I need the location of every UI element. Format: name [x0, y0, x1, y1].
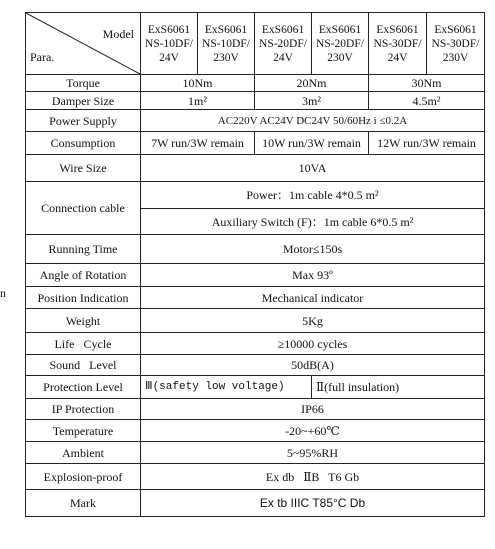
- temperature-value: -20~+60℃: [141, 420, 485, 442]
- angle-of-rotation-value: Max 93º: [141, 264, 485, 287]
- row-consumption: [26, 132, 485, 155]
- sound-level-value: 50dB(A): [141, 355, 485, 376]
- label-temperature: Temperature: [26, 420, 141, 442]
- label-sound-level: Sound Level: [26, 355, 141, 376]
- consumption-20: 10W run/3W remain: [255, 132, 369, 155]
- label-torque: Torque: [26, 75, 141, 92]
- row-torque: [26, 75, 485, 92]
- running-time-value: Motor≤150s: [141, 235, 485, 264]
- row-power-supply: [26, 110, 485, 132]
- diagonal-line: [26, 13, 140, 74]
- life-cycle-value: ≥10000 cycles: [141, 333, 485, 355]
- label-damper-size: Damper Size: [26, 92, 141, 110]
- row-position-indication: [26, 287, 485, 309]
- model-header-6: ExS6061 NS-30DF/ 230V: [427, 13, 485, 75]
- protection-level-low-voltage: Ⅲ(safety low voltage): [141, 376, 312, 399]
- consumption-10: 7W run/3W remain: [141, 132, 255, 155]
- label-protection-level: Protection Level: [26, 376, 141, 399]
- mark-value: Ex tb IIIC T85°C Db: [141, 490, 485, 517]
- spec-table: [25, 12, 485, 517]
- row-ip-protection: [26, 399, 485, 420]
- damper-size-30: 4.5m²: [369, 92, 485, 110]
- consumption-30: 12W run/3W remain: [369, 132, 485, 155]
- row-angle-of-rotation: [26, 264, 485, 287]
- label-power-supply: Power Supply: [26, 110, 141, 132]
- power-supply-value: AC220V AC24V DC24V 50/60Hz i ≤0.2A: [141, 110, 485, 132]
- ip-protection-value: IP66: [141, 399, 485, 420]
- connection-cable-aux: Auxiliary Switch (F)：1m cable 6*0.5 m²: [141, 209, 485, 235]
- row-protection-level: [26, 376, 485, 399]
- ambient-value: 5~95%RH: [141, 442, 485, 464]
- row-mark: [26, 490, 485, 517]
- label-mark: Mark: [26, 490, 141, 517]
- model-header-2: ExS6061 NS-10DF/ 230V: [198, 13, 255, 75]
- position-indication-value: Mechanical indicator: [141, 287, 485, 309]
- label-connection-cable: Connection cable: [26, 182, 141, 235]
- model-header-3: ExS6061 NS-20DF/ 24V: [255, 13, 312, 75]
- connection-cable-power: Power：1m cable 4*0.5 m²: [141, 182, 485, 209]
- row-weight: [26, 309, 485, 333]
- label-position-indication: Position Indication: [26, 287, 141, 309]
- row-connection-cable-power: [26, 182, 485, 209]
- label-explosion-proof: Explosion-proof: [26, 464, 141, 490]
- protection-level-full-insulation: Ⅱ(full insulation): [312, 376, 485, 399]
- label-angle-of-rotation: Angle of Rotation: [26, 264, 141, 287]
- header-row: [26, 13, 485, 75]
- model-header-5: ExS6061 NS-30DF/ 24V: [369, 13, 427, 75]
- margin-mark: n: [0, 286, 6, 300]
- torque-30: 30Nm: [369, 75, 485, 92]
- model-label: Model: [102, 27, 134, 41]
- label-ip-protection: IP Protection: [26, 399, 141, 420]
- damper-size-10: 1m²: [141, 92, 255, 110]
- row-explosion-proof: [26, 464, 485, 490]
- label-weight: Weight: [26, 309, 141, 333]
- row-running-time: [26, 235, 485, 264]
- row-temperature: [26, 420, 485, 442]
- label-ambient: Ambient: [26, 442, 141, 464]
- label-wire-size: Wire Size: [26, 155, 141, 182]
- torque-10: 10Nm: [141, 75, 255, 92]
- explosion-proof-value: Ex db ⅡB T6 Gb: [141, 464, 485, 490]
- row-sound-level: [26, 355, 485, 376]
- para-label: Para.: [30, 50, 55, 64]
- weight-value: 5Kg: [141, 309, 485, 333]
- label-consumption: Consumption: [26, 132, 141, 155]
- header-diagonal-cell: [26, 13, 141, 75]
- row-ambient: [26, 442, 485, 464]
- model-header-4: ExS6061 NS-20DF/ 230V: [312, 13, 369, 75]
- label-life-cycle: Life Cycle: [26, 333, 141, 355]
- row-wire-size: [26, 155, 485, 182]
- damper-size-20: 3m²: [255, 92, 369, 110]
- torque-20: 20Nm: [255, 75, 369, 92]
- label-running-time: Running Time: [26, 235, 141, 264]
- wire-size-value: 10VA: [141, 155, 485, 182]
- model-header-1: ExS6061 NS-10DF/ 24V: [141, 13, 198, 75]
- row-life-cycle: [26, 333, 485, 355]
- row-damper-size: [26, 92, 485, 110]
